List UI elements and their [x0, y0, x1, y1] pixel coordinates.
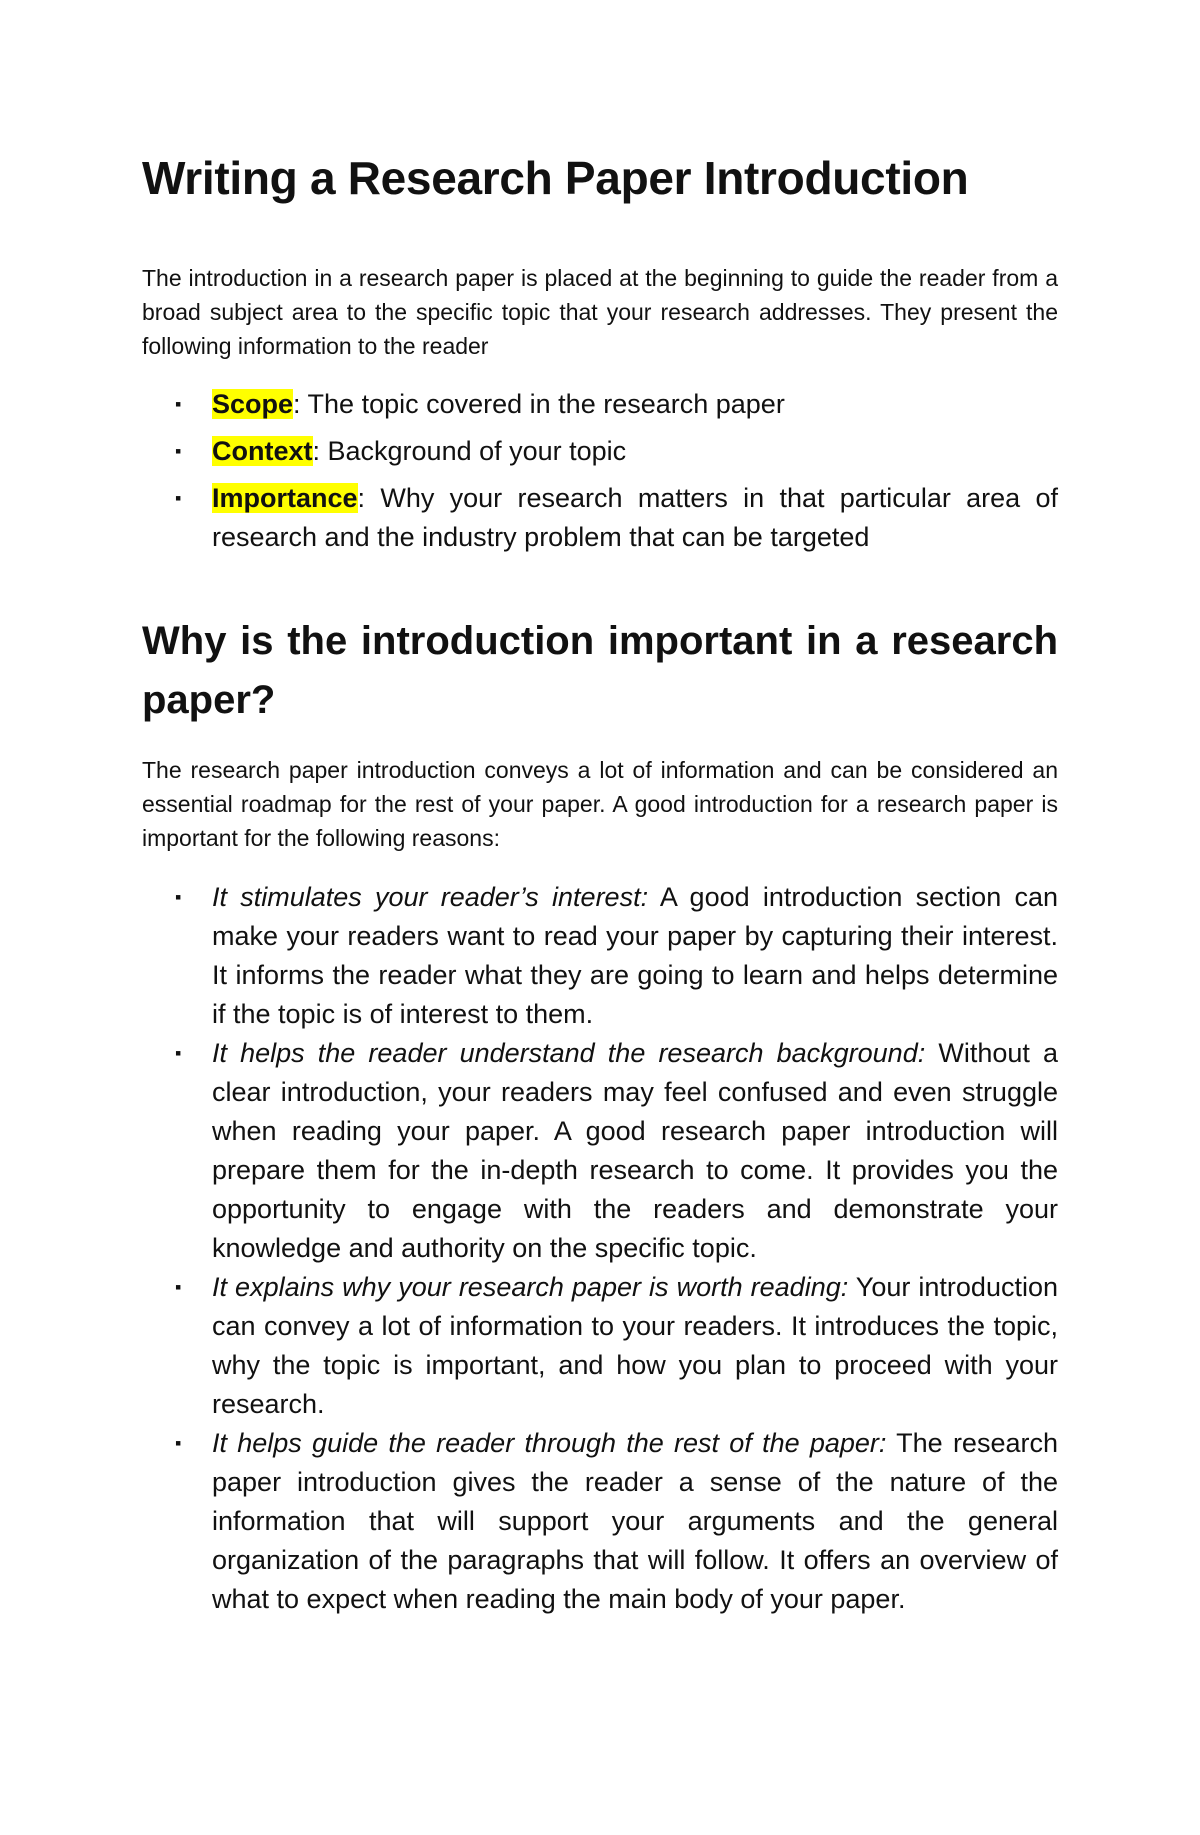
section-paragraph: The research paper introduction conveys a lot of information and can be considered an essential roadmap for the rest of your paper. A good introduction for a research paper is important for the following reasons: [142, 757, 1058, 851]
document-page [142, 0, 1058, 1835]
reason-text: The research paper introduction gives the reader a sense of the nature of the information that will support your arguments and the general organization of the paragraphs that will follow. It offers an overview of what to expect when reading the main body of your paper. [212, 1428, 1058, 1614]
list-item [142, 479, 1058, 557]
bullet-icon: ▪ [175, 1277, 182, 1297]
reason-text: Without a clear introduction, your readers may feel confused and even struggle when reading your paper. A good research paper introduction will prepare them for the in-depth research to come. It provides you the opportunity to engage with the readers and demonstrate your knowledge and authority on the specific topic. [212, 1038, 1058, 1263]
list-item-text: : Background of your topic [312, 436, 627, 466]
bullet-icon: ▪ [175, 1043, 182, 1063]
list-item-text: : Why your research matters in that particular area of research and the industry problem that can be targeted [212, 483, 1058, 552]
reason-lead: It helps the reader understand the research background: [212, 1038, 926, 1068]
bullet-icon: ▪ [175, 1433, 182, 1453]
highlighted-term: Scope [212, 389, 294, 419]
list-item [142, 878, 1058, 1034]
reason-lead: It explains why your research paper is worth reading: [212, 1272, 849, 1302]
page-title: Writing a Research Paper Introduction [142, 152, 969, 204]
reason-lead: It stimulates your reader’s interest: [212, 882, 649, 912]
reason-lead: It helps guide the reader through the rest of the paper: [212, 1428, 887, 1458]
intro-paragraph: The introduction in a research paper is placed at the beginning to guide the reader from a broad subject area to the specific topic that your research addresses. They present the following information to the reader [142, 265, 1058, 359]
intro-list [142, 385, 1058, 565]
reason-text: Your introduction can convey a lot of information to your readers. It introduces the topic, why the topic is important, and how you plan to proceed with your research. [212, 1272, 1058, 1419]
section-heading: Why is the introduction important in a research paper? [142, 619, 1058, 722]
bullet-icon: ▪ [175, 441, 182, 461]
list-item [142, 432, 1058, 471]
reasons-list [142, 878, 1058, 1619]
highlighted-term: Importance [212, 483, 358, 513]
reason-text: A good introduction section can make your readers want to read your paper by capturing their interest. It informs the reader what they are going to learn and helps determine if the topic is of interest to them. [212, 882, 1058, 1029]
list-item [142, 1424, 1058, 1619]
list-item [142, 1034, 1058, 1268]
bullet-icon: ▪ [175, 488, 182, 508]
bullet-icon: ▪ [175, 394, 182, 414]
list-item [142, 1268, 1058, 1424]
list-item [142, 385, 1058, 424]
list-item-text: : The topic covered in the research paper [293, 389, 785, 419]
highlighted-term: Context [212, 436, 313, 466]
bullet-icon: ▪ [175, 887, 182, 907]
